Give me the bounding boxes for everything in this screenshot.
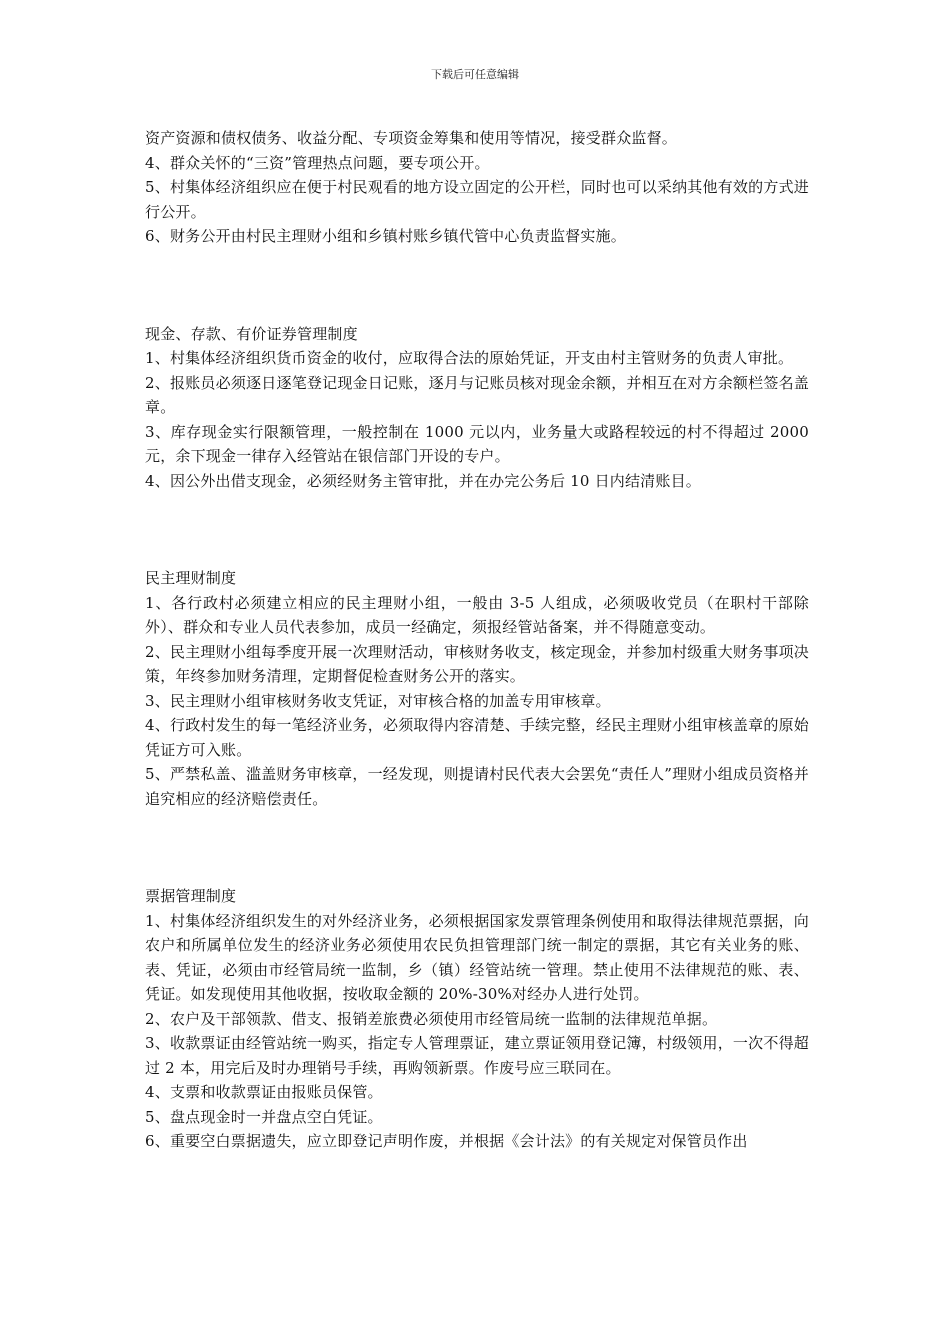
paragraph: 5、严禁私盖、滥盖财务审核章，一经发现，则提请村民代表大会罢免“责任人”理财小组成员资格并追究相应的经济赔偿责任。 <box>145 765 809 808</box>
paragraph: 资产资源和债权债务、收益分配、专项资金筹集和使用等情况，接受群众监督。 <box>145 129 678 147</box>
paragraph: 1、各行政村必须建立相应的民主理财小组，一般由 3-5 人组成，必须吸收党员（在职村干部除外）、群众和专业人员代表参加，成员一经确定，须报经管站备案，并不得随意变动。 <box>145 593 809 636</box>
section-title: 现金、存款、有价证券管理制度 <box>145 324 358 343</box>
cash-management-section <box>145 322 809 494</box>
section-spacer <box>145 249 809 322</box>
paragraph: 1、村集体经济组织发生的对外经济业务，必须根据国家发票管理条例使用和取得法律规范票据，向农户和所属单位发生的经济业务必须使用农民负担管理部门统一制定的票据，其它有关业务的账、表、凭证，必须由市经管局统一监制，乡（镇）经管站统一管理。禁止使用不法律规范的账、表、凭证。如发现使用其他收据，按收取金额的 20%-30%对经办人进行处罚。 <box>145 911 809 1003</box>
section-title: 票据管理制度 <box>145 887 237 905</box>
page-header: 下载后可任意编辑 <box>431 68 519 81</box>
document-body <box>145 126 809 1154</box>
paragraph: 1、村集体经济组织货币资金的收付，应取得合法的原始凭证，开支由村主管财务的负责人审批。 <box>145 349 794 367</box>
paragraph: 3、收款票证由经管站统一购买，指定专人管理票证，建立票证领用登记簿，村级领用，一次不得超过 2 本，用完后及时办理销号手续，再购领新票。作废号应三联同在。 <box>145 1034 809 1077</box>
paragraph: 4、行政村发生的每一笔经济业务，必须取得内容清楚、手续完整，经民主理财小组审核盖章的原始凭证方可入账。 <box>145 716 809 759</box>
paragraph: 5、盘点现金时一并盘点空白凭证。 <box>145 1107 383 1126</box>
section-spacer <box>145 811 809 884</box>
paragraph: 4、群众关怀的“三资”管理热点问题，要专项公开。 <box>145 153 490 172</box>
bill-management-section <box>145 884 809 1154</box>
democratic-finance-section <box>145 566 809 811</box>
paragraph: 6、重要空白票据遗失，应立即登记声明作废，并根据《会计法》的有关规定对保管员作出 <box>145 1132 748 1150</box>
paragraph: 3、民主理财小组审核财务收支凭证，对审核合格的加盖专用审核章。 <box>145 691 611 710</box>
paragraph: 3、库存现金实行限额管理，一般控制在 1000 元以内，业务量大或路程较远的村不得超过 2000 元，余下现金一律存入经管站在银信部门开设的专户。 <box>145 422 809 465</box>
paragraph: 6、财务公开由村民主理财小组和乡镇村账乡镇代管中心负责监督实施。 <box>145 227 626 245</box>
paragraph: 2、报账员必须逐日逐笔登记现金日记账，逐月与记账员核对现金余额，并相互在对方余额栏签名盖章。 <box>145 373 809 416</box>
intro-section <box>145 126 809 249</box>
paragraph: 4、因公外出借支现金，必须经财务主管审批，并在办完公务后 10 日内结清账目。 <box>145 471 701 490</box>
paragraph: 2、农户及干部领款、借支、报销差旅费必须使用市经管局统一监制的法律规范单据。 <box>145 1009 718 1028</box>
paragraph: 4、支票和收款票证由报账员保管。 <box>145 1083 383 1101</box>
paragraph: 2、民主理财小组每季度开展一次理财活动，审核财务收支，核定现金，并参加村级重大财务事项决策，年终参加财务清理，定期督促检查财务公开的落实。 <box>145 642 809 685</box>
paragraph: 5、村集体经济组织应在便于村民观看的地方设立固定的公开栏，同时也可以采纳其他有效的方式进行公开。 <box>145 178 809 221</box>
section-spacer <box>145 493 809 566</box>
section-title: 民主理财制度 <box>145 569 237 587</box>
